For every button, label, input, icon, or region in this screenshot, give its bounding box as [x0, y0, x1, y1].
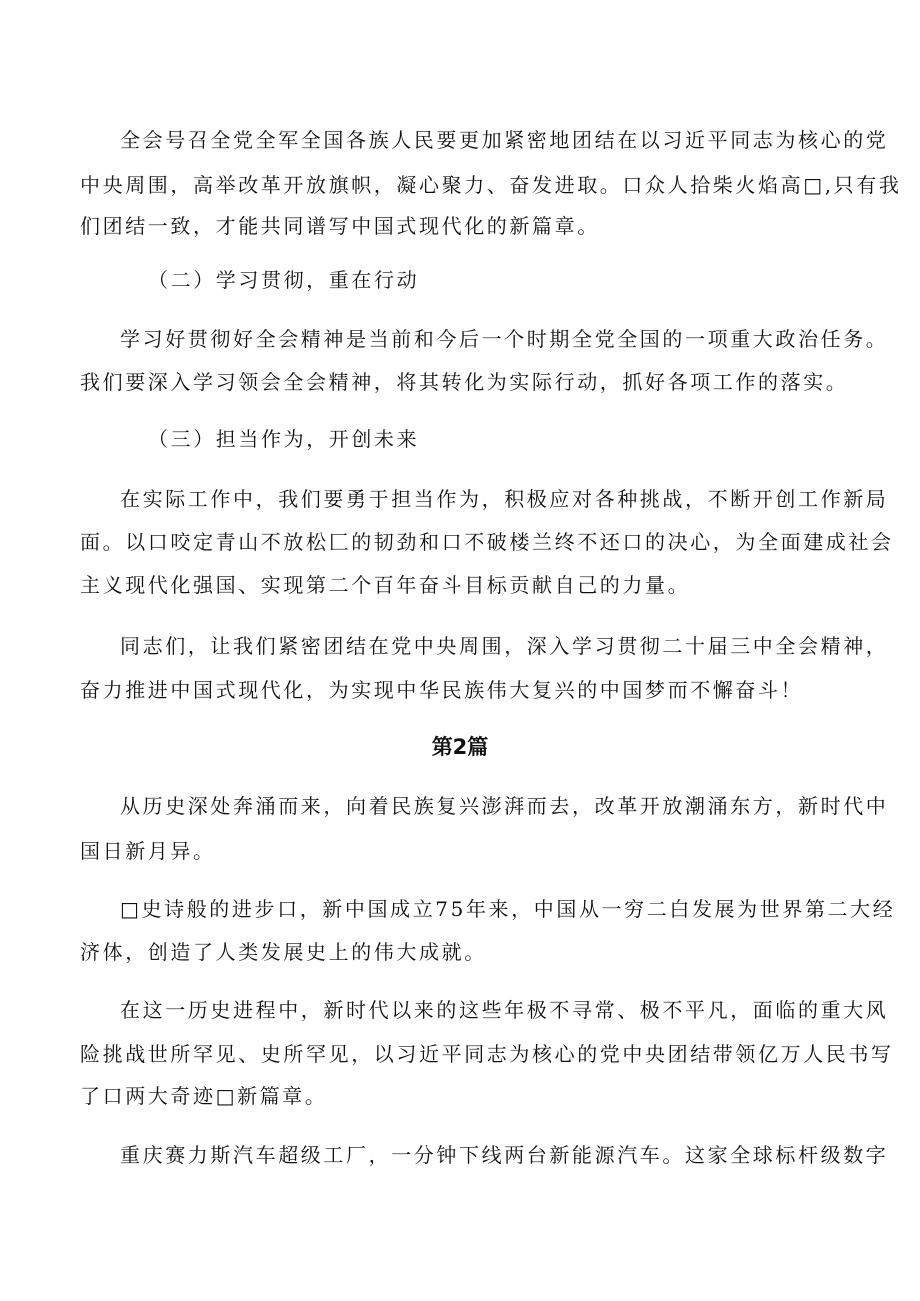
- paragraph-line: 险挑战世所罕见、史所罕见，以习近平同志为核心的党中央团结带领亿万人民书写: [80, 1042, 894, 1066]
- section-heading: 第2篇: [431, 735, 489, 759]
- paragraph-line: 奋力推进中国式现代化，为实现中华民族伟大复兴的中国梦而不懈奋斗！: [80, 678, 804, 702]
- paragraph-line: 中央周围，高举改革开放旗帜，凝心聚力、奋发进取。口众人拾柴火焰高□,只有我: [80, 173, 902, 197]
- paragraph-line: 了口两大奇迹□新篇章。: [80, 1084, 328, 1108]
- paragraph-line: 面。以口咬定青山不放松匚的韧劲和口不破楼兰终不还口的决心，为全面建成社会: [80, 530, 894, 554]
- section-subheading: （三）担当作为，开创未来: [148, 427, 420, 451]
- paragraph-line: 我们要深入学习领会全会精神，将其转化为实际行动，抓好各项工作的落实。: [80, 370, 849, 394]
- paragraph-line: 主义现代化强国、实现第二个百年奋斗目标贡献自己的力量。: [80, 573, 691, 597]
- paragraph-line: 在实际工作中，我们要勇于担当作为，积极应对各种挑战，不断开创工作新局: [120, 487, 889, 511]
- paragraph-line: 重庆赛力斯汽车超级工厂，一分钟下线两台新能源汽车。这家全球标杆级数字: [120, 1143, 889, 1167]
- paragraph-line: 全会号召全党全军全国各族人民要更加紧密地团结在以习近平同志为核心的党: [120, 128, 889, 152]
- paragraph-line: 同志们，让我们紧密团结在党中央周围，深入学习贯彻二十届三中全会精神，: [120, 634, 889, 658]
- section-subheading: （二）学习贯彻，重在行动: [148, 268, 420, 292]
- paragraph-line: 们团结一致，才能共同谱写中国式现代化的新篇章。: [80, 214, 600, 238]
- paragraph-line: □史诗般的进步口，新中国成立75年来，中国从一穷二白发展为世界第二大经: [120, 897, 896, 921]
- paragraph-line: 从历史深处奔涌而来，向着民族复兴澎湃而去，改革开放潮涌东方，新时代中: [120, 794, 889, 818]
- paragraph-line: 学习好贯彻好全会精神是当前和今后一个时期全党全国的一项重大政治任务。: [120, 327, 889, 351]
- paragraph-line: 在这一历史进程中，新时代以来的这些年极不寻常、极不平凡，面临的重大风: [120, 998, 889, 1022]
- paragraph-line: 济体，创造了人类发展史上的伟大成就。: [80, 940, 487, 964]
- paragraph-line: 国日新月异。: [80, 839, 216, 863]
